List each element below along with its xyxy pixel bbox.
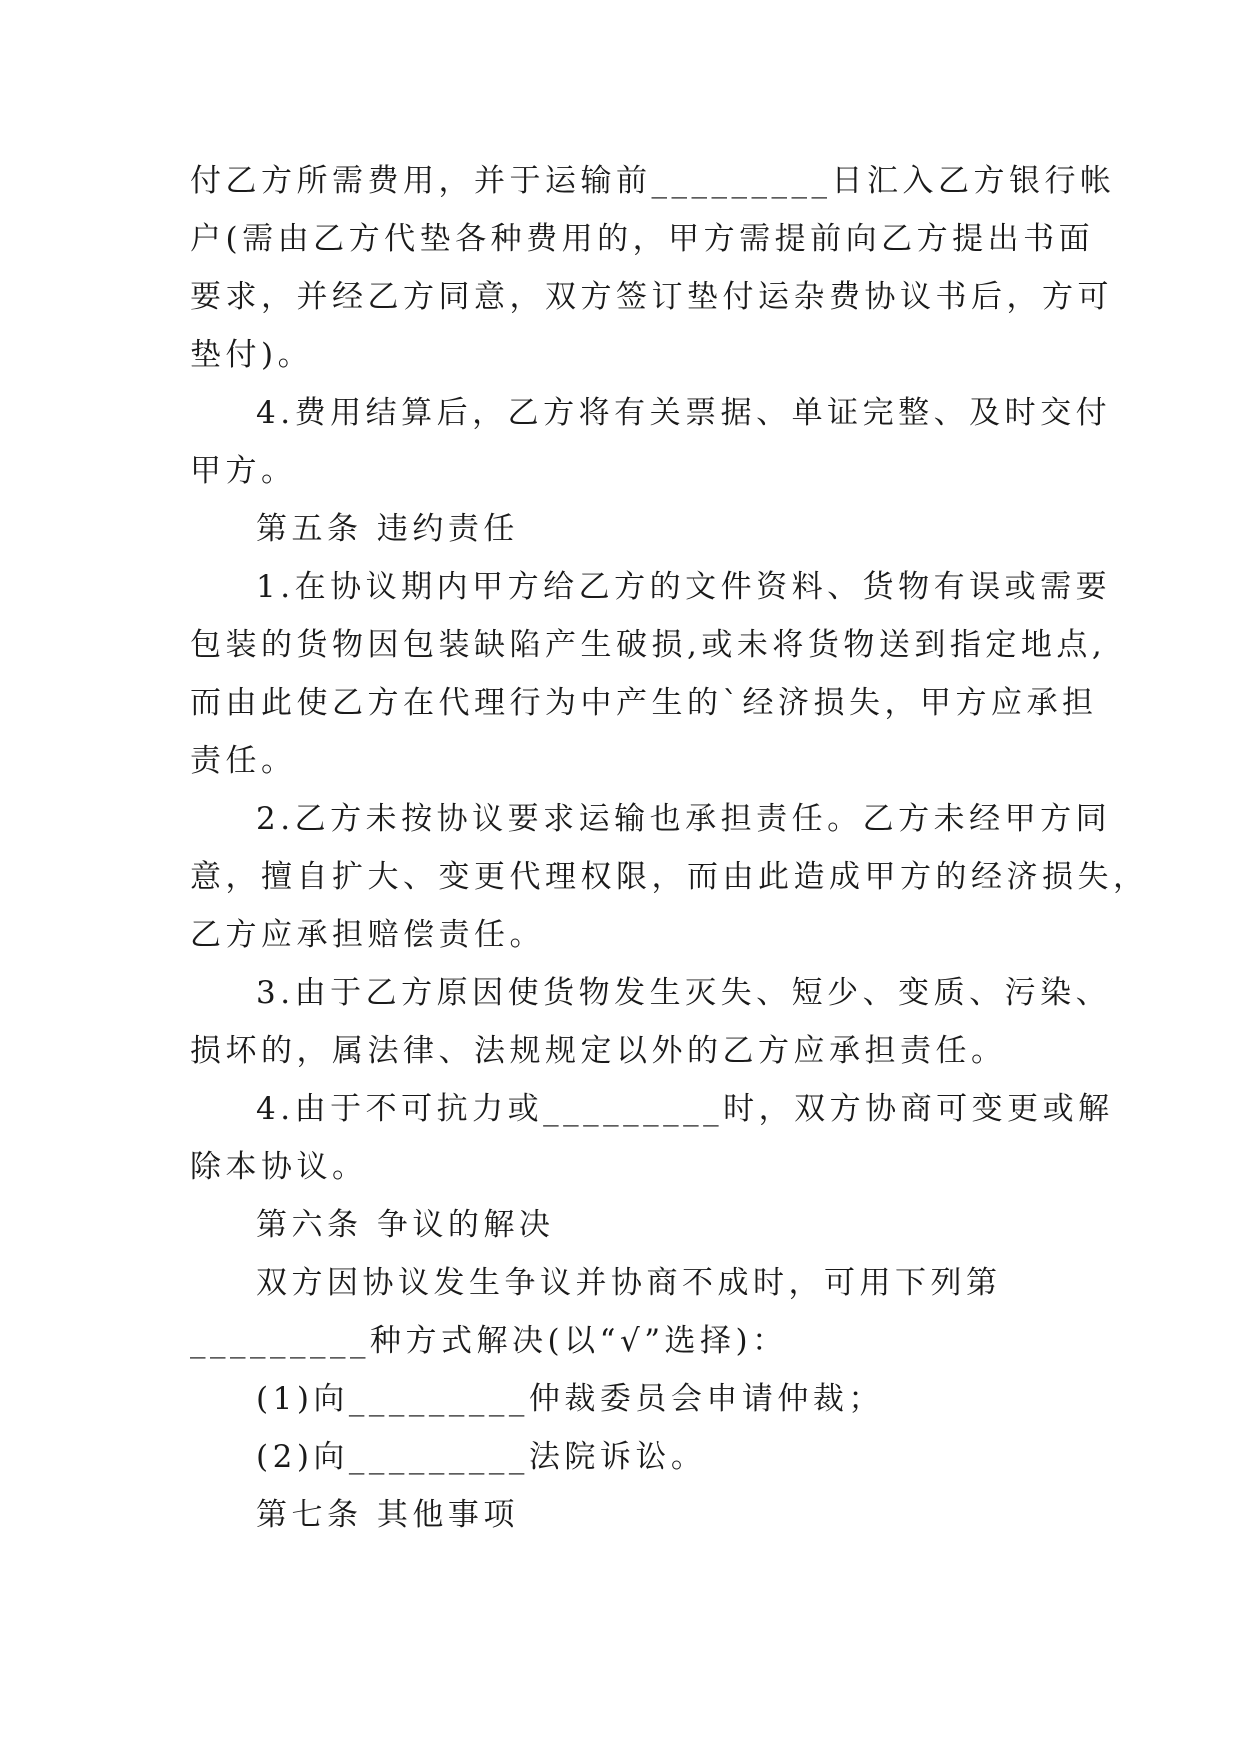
clause-item: 4.由于不可抗力或_________时，双方协商可变更或解 <box>256 1091 1114 1127</box>
clause-item: 2.乙方未按协议要求运输也承担责任。乙方未经甲方同 <box>256 801 1112 837</box>
clause-item: 3.由于乙方原因使货物发生灭失、短少、变质、污染、 <box>256 975 1112 1011</box>
text-line: 责任。 <box>190 743 297 779</box>
option-item: (1)向_________仲裁委员会申请仲裁； <box>256 1381 884 1417</box>
clause-item: 1.在协议期内甲方给乙方的文件资料、货物有误或需要 <box>256 569 1112 605</box>
text-line: 意，擅自扩大、变更代理权限，而由此造成甲方的经济损失， <box>190 859 1149 895</box>
clause-item: 双方因协议发生争议并协商不成时，可用下列第 <box>256 1265 1002 1301</box>
text-line: 除本协议。 <box>190 1149 368 1185</box>
section-heading: 第六条 争议的解决 <box>256 1207 555 1243</box>
text-line: 包装的货物因包装缺陷产生破损,或未将货物送到指定地点, <box>190 627 1107 663</box>
text-line: 甲方。 <box>190 453 297 489</box>
clause-item: 4.费用结算后，乙方将有关票据、单证完整、及时交付 <box>256 395 1112 431</box>
text-line: 损坏的，属法律、法规规定以外的乙方应承担责任。 <box>190 1033 1007 1069</box>
text-line: 付乙方所需费用，并于运输前_________日汇入乙方银行帐 <box>190 163 1116 199</box>
text-line: _________种方式解决(以“√”选择)： <box>190 1323 788 1359</box>
option-item: (2)向_________法院诉讼。 <box>256 1439 707 1475</box>
text-line: 乙方应承担赔偿责任。 <box>190 917 545 953</box>
text-line: 而由此使乙方在代理行为中产生的`经济损失，甲方应承担 <box>190 685 1098 721</box>
section-heading: 第七条 其他事项 <box>256 1497 519 1533</box>
section-heading: 第五条 违约责任 <box>256 511 519 547</box>
document-page <box>190 152 1149 1544</box>
text-line: 垫付)。 <box>190 337 314 373</box>
text-line: 户(需由乙方代垫各种费用的，甲方需提前向乙方提出书面 <box>190 221 1095 257</box>
text-line: 要求，并经乙方同意，双方签订垫付运杂费协议书后，方可 <box>190 279 1113 315</box>
